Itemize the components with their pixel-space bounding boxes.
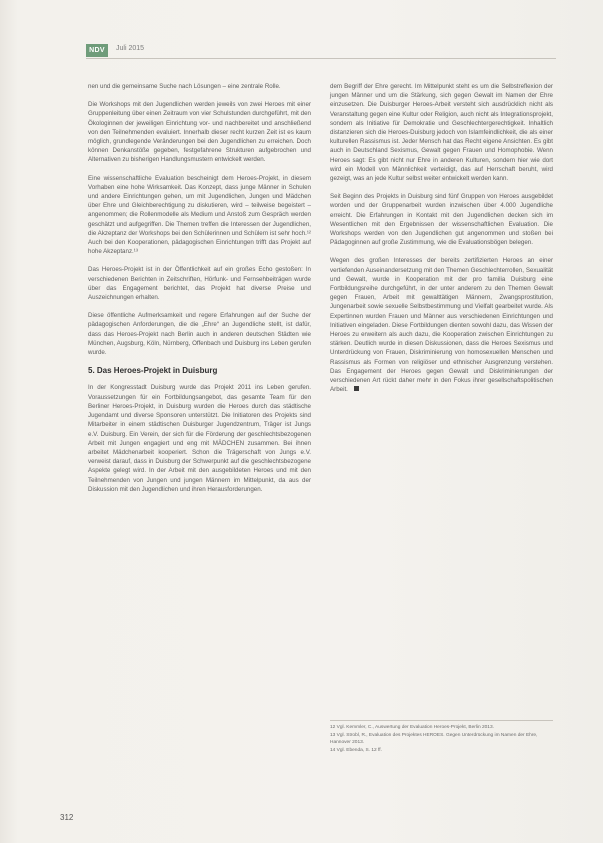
footnote: 14 Vgl. Ebenda, S. 12 ff. — [330, 748, 382, 754]
footnote: 12 Vgl. Kemmler, C., Auswertung der Evaluation Heroes-Projekt, Berlin 2013. — [330, 725, 494, 730]
header-divider — [86, 58, 556, 59]
paragraph-text: Wegen des großen Interesses der bereits zertifizierten Heroes an einer vertiefenden Auseinandersetzung mit den Themen Geschlechterrollen, Sexualität und Gewalt, wurde in Kooperation mit der pro familia Duisburg eine Fortbildungsreihe durchgeführt, in der unter anderem zu den Themen Gewalt gegen Frauen, Arbeit mit gewalttätigen Männern, Zwangsprostitution, Jungenarbeit sowie sexuelle Selbstbestimmung und Vielfalt gearbeitet wurde. Als Expertinnen wurden Frauen und Männer aus verschiedenen Einrichtungen und Initiativen eingeladen. Diese Fortbildungen dienten sowohl dazu, das Wissen der Heroes zu erweitern als auch dazu, die Kooperation zwischen Einrichtungen zu stärken. Deutlich wurde in diesen Diskussionen, dass die Heroes Sexismus und Unterdrückung von Frauen, Diskriminierung von homosexuellen Menschen und Rassismus als Formen von religiöser und ethnischer Ausgrenzung verstehen. Das Engagement der Heroes gegen Gewalt und Diskriminierungen der verschiedenen Art rückt daher mehr in den Fokus ihrer gesellschaftspolitischen Arbeit. — [330, 257, 553, 394]
section-heading: 5. Das Heroes-Projekt in Duisburg — [88, 366, 218, 376]
footnote: 13 Vgl. Strobl, R., Evaluation des Projektes HEROES. Gegen Unterdrückung im Namen der Ehre, Hannover 2013. — [330, 733, 538, 745]
right-column — [330, 82, 553, 404]
issue-label: Juli 2015 — [116, 45, 145, 52]
paragraph: Diese öffentliche Aufmerksamkeit und regere Erfahrungen auf der Suche der pädagogischen Anforderungen, die die „Ehre“ an Jugendliche stellt, ist dafür, dass das Heroes-Projekt nach Berlin auch in anderen deutschen Städten wie München, Augsburg, Köln, Nürnberg, Offenbach und Duisburg ins Leben gerufen wurde. — [88, 312, 311, 357]
ndv-logo: NDV — [86, 44, 108, 57]
left-column — [88, 82, 311, 503]
paragraph: Das Heroes-Projekt ist in der Öffentlichkeit auf ein großes Echo gestoßen: In verschiedenen Berichten in Zeitschriften, Hörfunk- und Fernsehbeiträgen wurde über das Engagement berichtet, das Projekt hat diverse Preise und Auszeichnungen erhalten. — [88, 266, 311, 302]
paragraph: Die Workshops mit den Jugendlichen werden jeweils von zwei Heroes mit einer Gruppenleitung über einen Zeitraum von vier Schulstunden durchgeführt, mit den Ökologinnen der jeweiligen Einrichtung vor- und nachbereitet und anschließend von den Teilnehmenden evaluiert. Innerhalb dieser recht kurzen Zeit ist es kaum möglich, grundlegende Veränderungen bei den Jugendlichen zu erreichen. Doch können Denkanstöße gegeben, festgefahrene Strukturen aufgebrochen und Alternativen zu bisherigen Handlungsmustern entwickelt werden. — [88, 101, 311, 164]
paragraph: In der Kongresstadt Duisburg wurde das Projekt 2011 ins Leben gerufen. Voraussetzungen für ein Fortbildungsangebot, das gesamte Team für den Berliner Heroes-Projekt, in Duisburg wurden die Heroes durch das städtische Jugendamt und diverse Sponsoren unterstützt. Die Initiatoren des Projekts sind Mitarbeiter in einem städtischen Duisburger Jugendzentrum, Träger ist Jungs e.V. Duisburg. Ein Verein, der sich für die Förderung der geschlechtsbezogenen Arbeit mit Jungen engagiert und eng mit MÄDCHEN zusammen. Bei ihnen arbeitet Mädchenarbeit kooperiert. Schon die Trägerschaft von Jungs e.V. verweist darauf, dass in Duisburg der Schwerpunkt auf die geschlechtsbezogene Aspekte gelegt wird. In der Arbeit mit den ausgebildeten Heroes und mit den Teilnehmenden von Jungen und jungen Männern im Mittelpunkt, da aus der Diskussion mit den Jugendlichen und ihren Herausforderungen. — [88, 384, 311, 493]
footnotes — [330, 720, 553, 757]
end-of-article-mark — [354, 386, 359, 391]
page-number: 312 — [60, 813, 74, 822]
paragraph-last — [330, 256, 553, 394]
page-header — [86, 44, 556, 58]
paragraph: Seit Beginn des Projekts in Duisburg sind fünf Gruppen von Heroes ausgebildet worden und der Gruppenarbeit wurden inzwischen über 4.000 Jugendliche erreicht. Die Erfahrungen in Kontakt mit den Jugendlichen decken sich im Wesentlichen mit den Ergebnissen der wissenschaftlichen Evaluation. Die Workshops werden von den Jugendlichen gut angenommen und stoßen bei Pädagoginnen auf große Zustimmung, wie die Evaluationsbögen belegen. — [330, 193, 553, 247]
paragraph: nen und die gemeinsame Suche nach Lösungen – eine zentrale Rolle. — [88, 83, 281, 90]
paragraph: dem Begriff der Ehre gerecht. Im Mittelpunkt steht es um die Selbstreflexion der jungen Männer und um die Stärkung, sich gegen Gewalt im Namen der Ehre einzusetzen. Die Duisburger Heroes-Arbeit versteht sich ausdrücklich nicht als Veranstaltung gegen eine Kultur oder Religion, auch nicht als Integrationsprojekt, sondern als Initiative für Demokratie und Geschlechtergerechtigkeit. Inhaltlich distanzieren sich die Heroes-Duisburg jedoch von Islamfeindlichkeit, die als einer kulturellen Rassismus ist. Jeder Mensch hat das Recht eigene Ansichten. Es gibt auch in Deutschland Sexismus, Gewalt gegen Frauen und Homophobie. Wenn Heroes sagt: Es gibt nicht nur Ehre in anderen Kulturen, sondern hier wie dort wird ein Modell von Männlichkeit verteidigt, das auf Herrschaft beruht, wird gezeigt, was an jede Kultur selbst weiter entwickelt werden kann. — [330, 83, 553, 183]
paragraph: Eine wissenschaftliche Evaluation bescheinigt dem Heroes-Projekt, in diesem Vorhaben eine hohe Wirksamkeit. Das Konzept, dass junge Männer in Schulen und andere Einrichtungen gehen, um mit Jugendlichen, Jungen und Mädchen über Ehre und Gleichberechtigung zu diskutieren, wird – teilweise begeistert – angenommen; die Rollenmodelle als Medium und Anstoß zum Gespräch werden geschätzt und aufgegriffen. Die Themen treffen die Interessen der Jugendlichen, die Akzeptanz der Workshops bei den Schülerinnen und Schülern ist sehr hoch.¹² Auch bei den Kooperationen, pädagogischen Einrichtungen trifft das Projekt auf hohe Akzeptanz.¹³ — [88, 174, 311, 256]
